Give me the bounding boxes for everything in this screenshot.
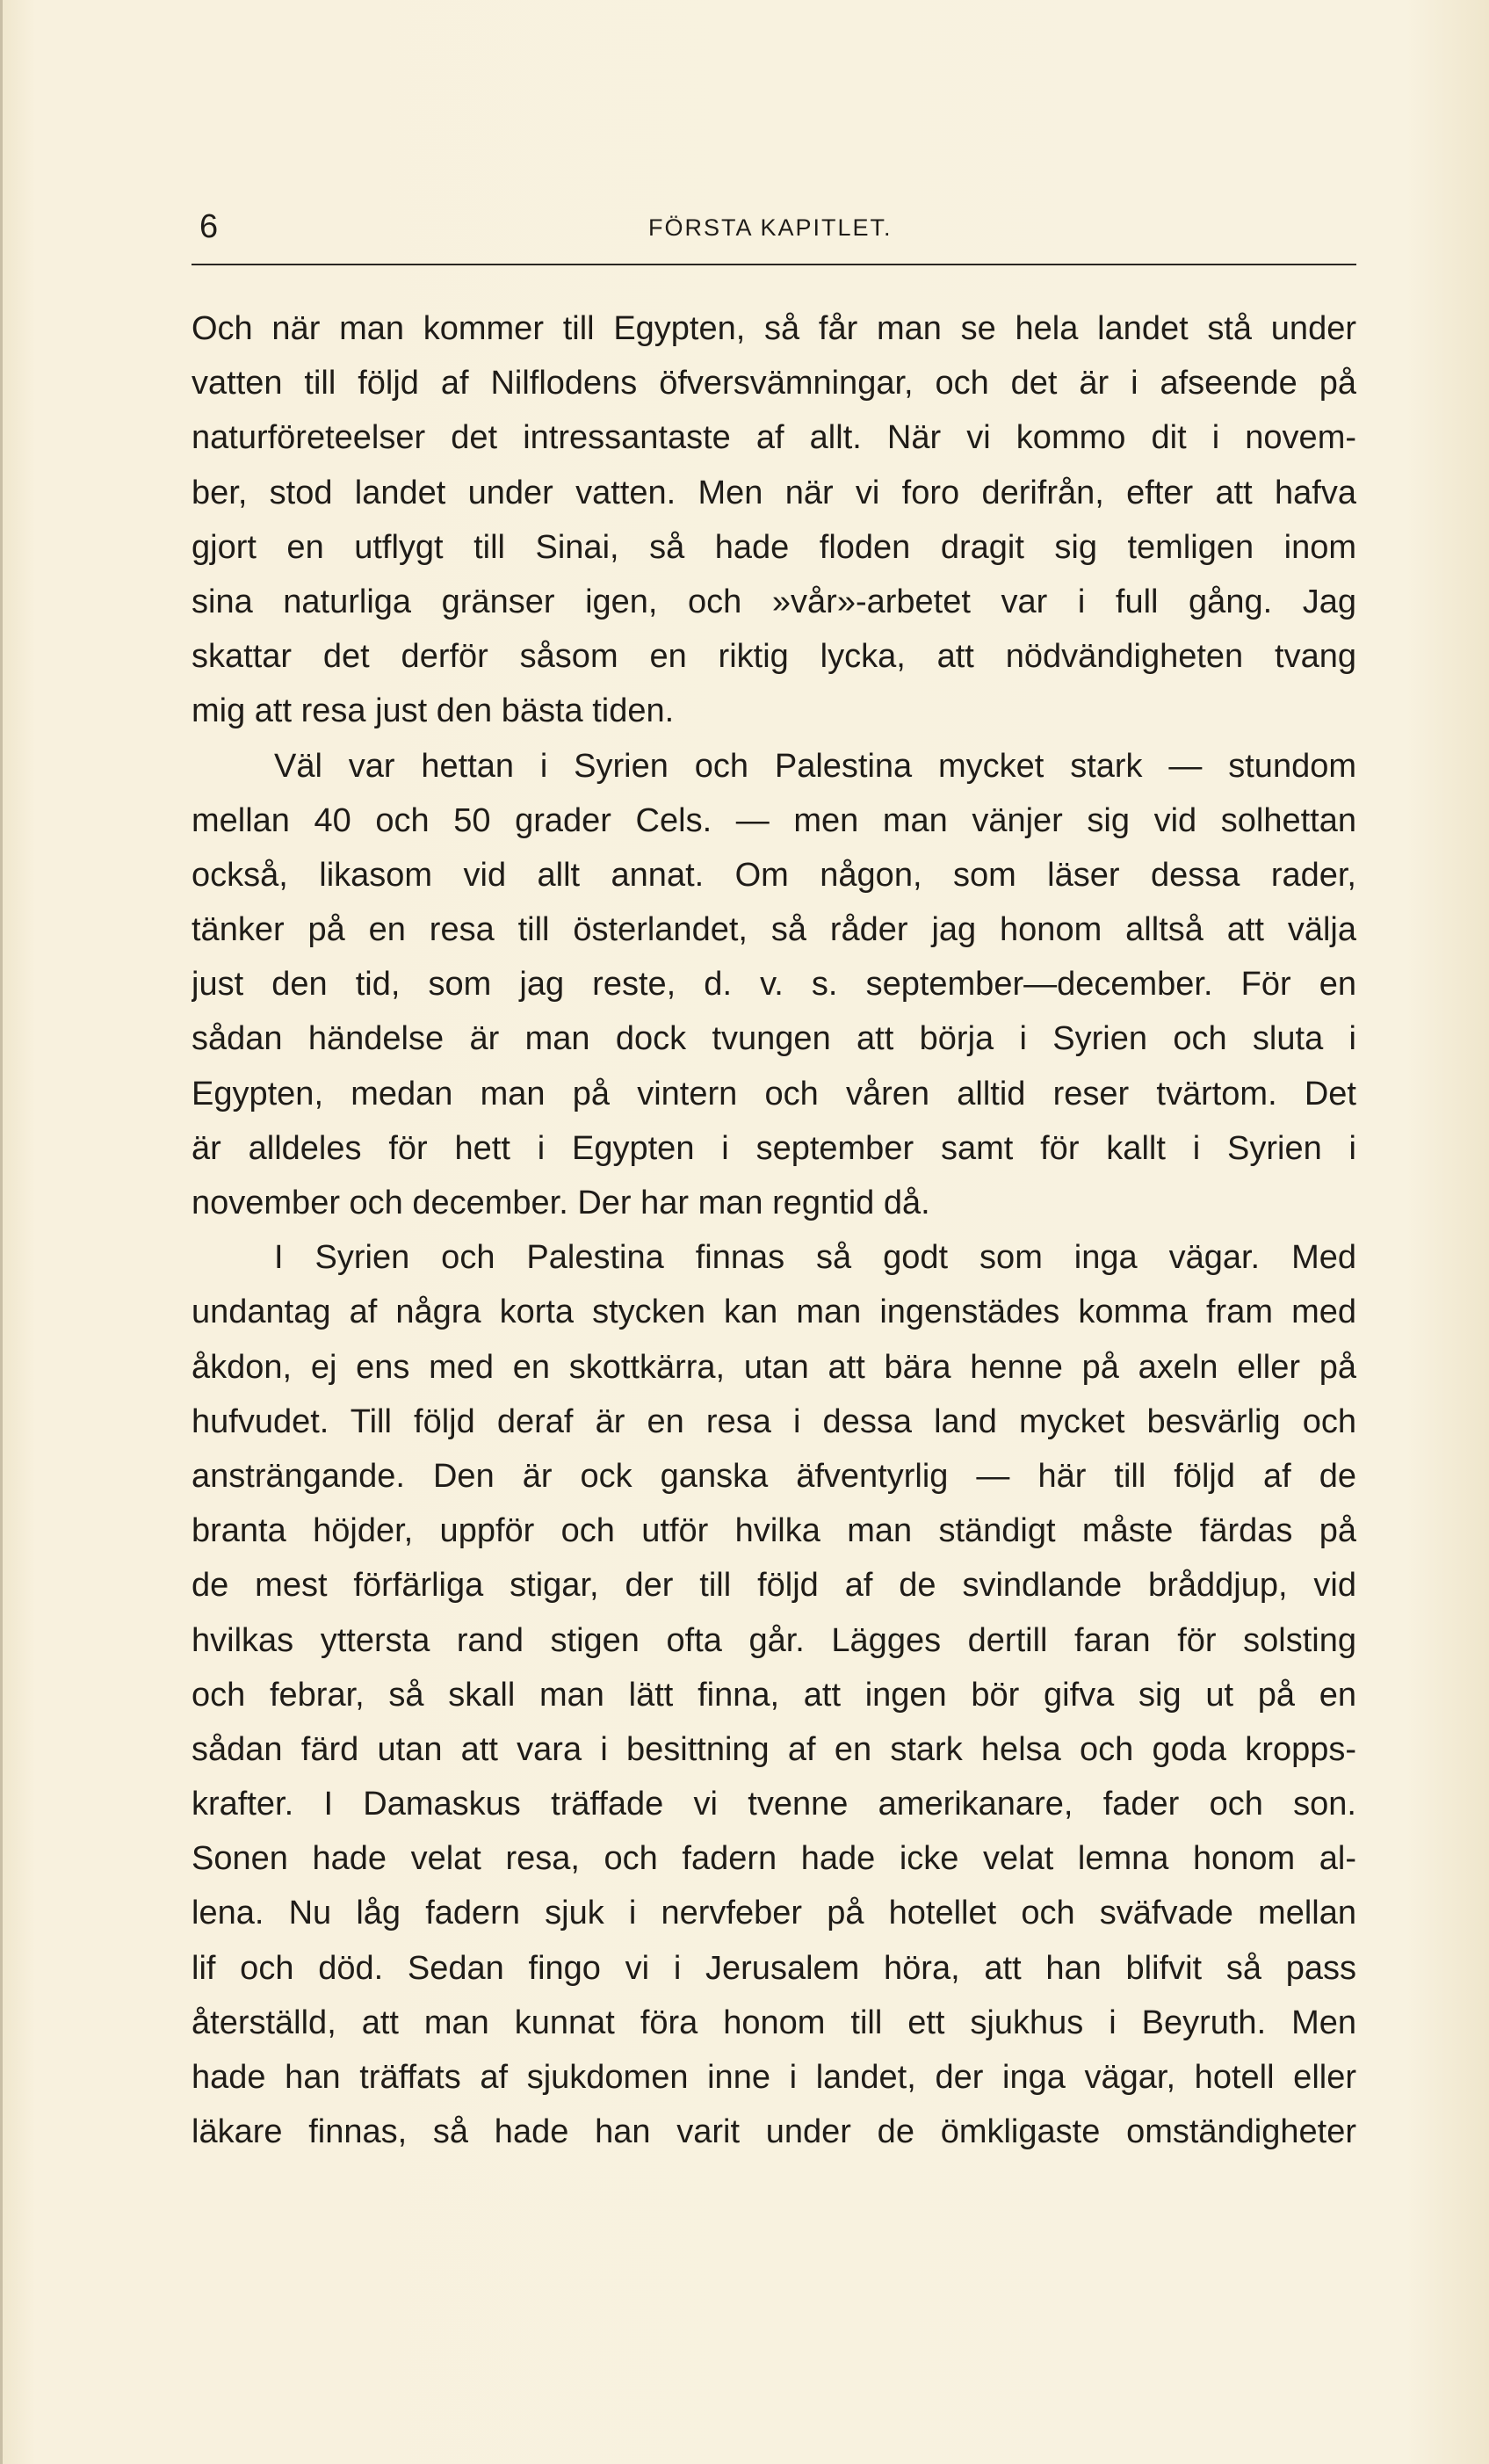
text-line: I Syrien och Palestina finnas så godt som inga vägar. Med xyxy=(274,1239,1356,1277)
text-line: ber, stod landet under vatten. Men när vi foro derifrån, efter att hafva xyxy=(192,474,1356,511)
running-head: FÖRSTA KAPITLET. xyxy=(648,214,893,241)
text-line: undantag af några korta stycken kan man ingenstädes komma fram med xyxy=(192,1294,1356,1331)
text-line: Och när man kommer till Egypten, så får man se hela landet stå under xyxy=(192,310,1356,347)
text-line: hufvudet. Till följd deraf är en resa i dessa land mycket besvärlig och xyxy=(192,1402,1356,1440)
text-line: återställd, att man kunnat föra honom till ett sjukhus i Beyruth. Men xyxy=(192,2004,1356,2041)
text-line: ansträngande. Den är ock ganska äfventyrlig — här till följd af de xyxy=(192,1457,1356,1495)
text-line: Egypten, medan man på vintern och våren alltid reser tvärtom. Det xyxy=(192,1075,1356,1112)
text-line: hvilkas yttersta rand stigen ofta går. Lägges dertill faran för solsting xyxy=(192,1621,1356,1659)
text-line: mellan 40 och 50 grader Cels. — men man vänjer sig vid solhettan xyxy=(192,801,1356,839)
header-rule xyxy=(192,264,1356,265)
text-line: sina naturliga gränser igen, och »vår»-arbetet var i full gång. Jag xyxy=(192,583,1356,620)
text-line: Väl var hettan i Syrien och Palestina mycket stark — stundom xyxy=(274,747,1356,785)
text-line: och febrar, så skall man lätt finna, att ingen bör gifva sig ut på en xyxy=(192,1676,1356,1714)
text-line: gjort en utflygt till Sinai, så hade floden dragit sig temligen inom xyxy=(192,528,1356,566)
text-line: mig att resa just den bästa tiden. xyxy=(192,692,675,730)
text-line: är alldeles för hett i Egypten i september samt för kallt i Syrien i xyxy=(192,1129,1356,1167)
text-line: Sonen hade velat resa, och fadern hade icke velat lemna honom al- xyxy=(192,1840,1356,1878)
text-line: vatten till följd af Nilflodens öfversvämningar, och det är i afseende på xyxy=(192,365,1356,402)
page-number: 6 xyxy=(199,208,219,245)
text-line: branta höjder, uppför och utför hvilka man ständigt måste färdas på xyxy=(192,1512,1356,1550)
text-line: just den tid, som jag reste, d. v. s. september—december. För en xyxy=(192,966,1356,1004)
text-line: naturföreteelser det intressantaste af allt. När vi kommo dit i novem- xyxy=(192,419,1356,457)
text-line: sådan händelse är man dock tvungen att börja i Syrien och sluta i xyxy=(192,1020,1356,1058)
page-header xyxy=(192,200,1356,253)
text-line: hade han träffats af sjukdomen inne i landet, der inga vägar, hotell eller xyxy=(192,2059,1356,2096)
text-line: också, likasom vid allt annat. Om någon, som läser dessa rader, xyxy=(192,856,1356,894)
text-line: sådan färd utan att vara i besittning af en stark helsa och goda kropps- xyxy=(192,1730,1356,1768)
text-line: lif och död. Sedan fingo vi i Jerusalem höra, att han blifvit så pass xyxy=(192,1949,1356,1987)
text-line: krafter. I Damaskus träffade vi tvenne amerikanare, fader och son. xyxy=(192,1786,1356,1823)
text-line: läkare finnas, så hade han varit under de ömkligaste omständigheter xyxy=(192,2113,1356,2151)
body-text xyxy=(192,301,1356,2159)
text-line: lena. Nu låg fadern sjuk i nervfeber på hotellet och sväfvade mellan xyxy=(192,1895,1356,1932)
text-line: skattar det derför såsom en riktig lycka, att nödvändigheten tvang xyxy=(192,638,1356,676)
text-line: november och december. Der har man regntid då. xyxy=(192,1185,930,1221)
text-line: åkdon, ej ens med en skottkärra, utan att bära henne på axeln eller på xyxy=(192,1348,1356,1386)
text-line: de mest förfärliga stigar, der till följd af de svindlande bråddjup, vid xyxy=(192,1567,1356,1605)
text-line: tänker på en resa till österlandet, så råder jag honom alltså att välja xyxy=(192,911,1356,949)
page-edge xyxy=(0,0,3,2464)
